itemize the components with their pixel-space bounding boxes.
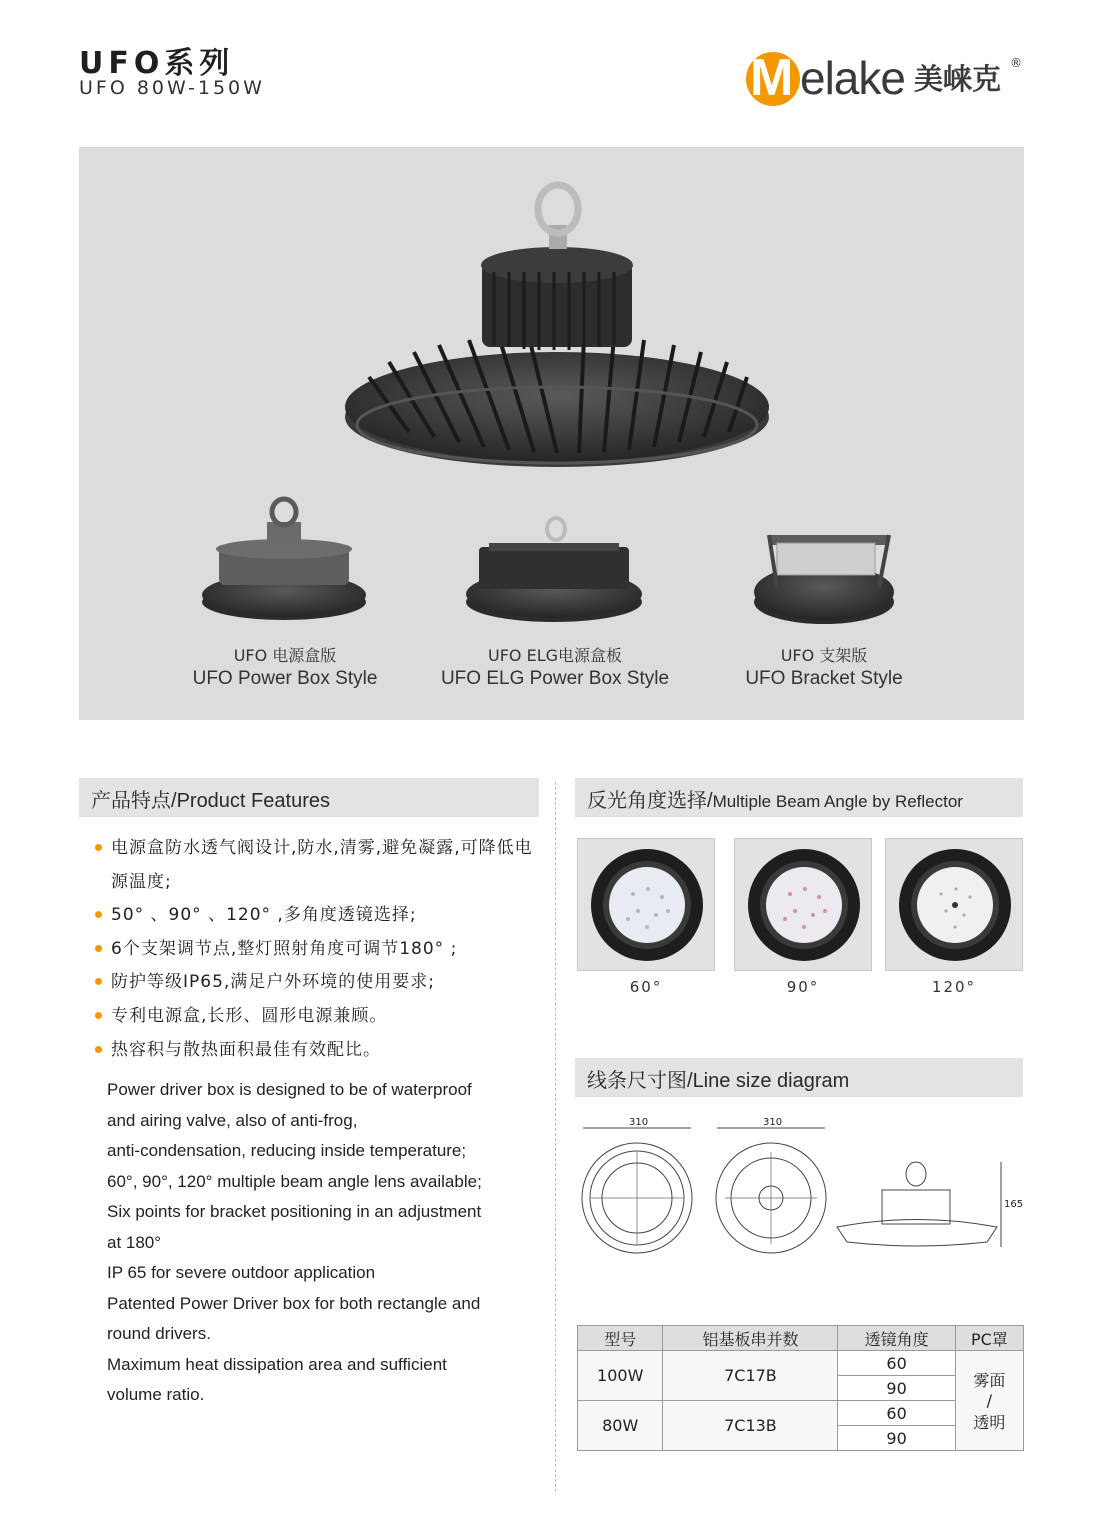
- header-model: 型号: [578, 1326, 663, 1351]
- feature-line-en: Six points for bracket positioning in an adjustment: [107, 1202, 482, 1221]
- cell-board: 7C13B: [663, 1401, 838, 1451]
- feature-line-en: 60°, 90°, 120° multiple beam angle lens available;: [107, 1171, 482, 1191]
- page-title: UFO系列: [79, 46, 235, 81]
- pc-cover-line: /: [986, 1391, 993, 1410]
- features-heading-bar: [79, 778, 539, 817]
- feature-line-en: Maximum heat dissipation area and sufficient: [107, 1354, 447, 1374]
- beam-label-90: 90°: [786, 978, 820, 996]
- features-list-cn: [93, 832, 533, 1067]
- feature-line-en: anti-condensation, reducing inside temperature;: [107, 1141, 467, 1160]
- caption-cn: UFO 电源盒版: [233, 646, 337, 665]
- table-row: [578, 1351, 1024, 1376]
- feature-line-en: at 180°: [107, 1232, 162, 1252]
- feature-line-en: IP 65 for severe outdoor application: [107, 1263, 376, 1282]
- beam-heading-bar: [575, 778, 1023, 817]
- feature-line-en: Power driver box is designed to be of waterproof: [107, 1080, 472, 1099]
- width-label-1: 310: [629, 1117, 649, 1128]
- feature-line-en: volume ratio.: [107, 1385, 205, 1404]
- header-pc-cover: PC罩: [955, 1326, 1023, 1351]
- elg-power-box-lamp-image: [466, 518, 642, 622]
- caption-cn: UFO ELG电源盒板: [487, 646, 623, 665]
- cell-angle: 90: [838, 1376, 955, 1401]
- dimension-drawing: [577, 1112, 1027, 1272]
- beam-image-60: [577, 838, 715, 971]
- brand-logo: [744, 50, 1034, 110]
- cell-angle: 60: [838, 1351, 955, 1376]
- feature-item: 专利电源盒,长形、圆形电源兼顾。: [93, 1000, 533, 1034]
- diagram-heading-bar: [575, 1058, 1023, 1097]
- cell-model: 80W: [578, 1401, 663, 1451]
- features-text-en: [107, 1075, 537, 1411]
- feature-item: 热容积与散热面积最佳有效配比。: [93, 1034, 533, 1068]
- product-hero-panel: [79, 147, 1024, 720]
- diagram-heading: 线条尺寸图/Line size diagram: [587, 1070, 850, 1092]
- caption-elg-power-box: [425, 645, 685, 691]
- beam-heading: 反光角度选择/Multiple Beam Angle by Reflector: [587, 790, 963, 812]
- feature-item: 电源盒防水透气阀设计,防水,清雾,避免凝露,可降低电源温度;: [93, 832, 533, 899]
- beam-image-120: [885, 838, 1023, 971]
- pc-cover-line: 透明: [973, 1413, 1006, 1432]
- feature-item: 6个支架调节点,整灯照射角度可调节180° ;: [93, 933, 533, 967]
- caption-en: UFO Power Box Style: [192, 668, 378, 689]
- cell-model: 100W: [578, 1351, 663, 1401]
- beam-label-60: 60°: [629, 978, 663, 996]
- cell-angle: 60: [838, 1401, 955, 1426]
- cell-board: 7C17B: [663, 1351, 838, 1401]
- power-box-lamp-image: [202, 499, 366, 620]
- bracket-lamp-image: [754, 535, 894, 624]
- column-divider: [555, 782, 556, 1492]
- header-lens-angle: 透镜角度: [838, 1326, 955, 1351]
- caption-en: UFO Bracket Style: [745, 668, 903, 689]
- caption-bracket: [724, 645, 924, 691]
- page-subtitle: UFO 80W-150W: [79, 77, 265, 99]
- height-label: 165: [1004, 1199, 1024, 1210]
- registered-mark: ®: [1010, 56, 1022, 70]
- beam-label-120: 120°: [931, 978, 977, 996]
- width-label-2: 310: [763, 1117, 783, 1128]
- feature-item: 50° 、90° 、120° ,多角度透镜选择;: [93, 899, 533, 933]
- lens-90-icon: [735, 839, 873, 972]
- line-size-diagram: [577, 1112, 1027, 1272]
- header-board: 铝基板串并数: [663, 1326, 838, 1351]
- lens-60-icon: [578, 839, 716, 972]
- caption-power-box: [185, 645, 385, 691]
- logo-wordmark: elake: [800, 52, 905, 104]
- caption-en: UFO ELG Power Box Style: [440, 668, 670, 689]
- main-lamp-image: [345, 185, 769, 467]
- caption-cn: UFO 支架版: [780, 646, 868, 665]
- logo-initial: M: [750, 49, 794, 107]
- feature-line-en: round drivers.: [107, 1324, 211, 1343]
- spec-table: [577, 1325, 1024, 1451]
- beam-image-90: [734, 838, 872, 971]
- ufo-lamp-illustrations: [79, 147, 1024, 720]
- cell-pc-cover: [955, 1351, 1023, 1451]
- logo-chinese: 美崃克: [914, 62, 1002, 96]
- feature-item: 防护等级IP65,满足户外环境的使用要求;: [93, 966, 533, 1000]
- features-heading: 产品特点/Product Features: [91, 790, 330, 812]
- pc-cover-line: 雾面: [973, 1371, 1006, 1390]
- lens-120-icon: [886, 839, 1024, 972]
- feature-line-en: Patented Power Driver box for both rectangle and: [107, 1293, 481, 1313]
- cell-angle: 90: [838, 1426, 955, 1451]
- feature-line-en: and airing valve, also of anti-frog,: [107, 1110, 358, 1130]
